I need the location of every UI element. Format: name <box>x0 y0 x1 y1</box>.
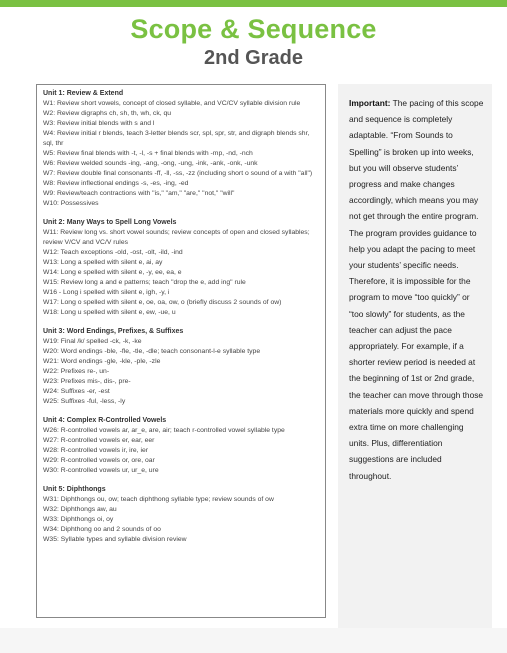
unit-title: Unit 3: Word Endings, Prefixes, & Suffixes <box>43 328 184 335</box>
week-item: W2: Review digraphs ch, sh, th, wh, ck, qu <box>43 110 172 117</box>
pacing-note <box>349 95 484 484</box>
week-item: W16 - Long i spelled with silent e, igh, -y, i <box>43 289 170 296</box>
week-item: W9: Review/teach contractions with "is," "am," "are," "not," "will" <box>43 190 235 197</box>
week-item: W33: Diphthongs oi, oy <box>43 516 114 523</box>
important-label: Important: <box>349 98 391 108</box>
week-item: W10: Possessives <box>43 200 99 207</box>
footer-bar <box>0 628 507 653</box>
unit-title: Unit 4: Complex R-Controlled Vowels <box>43 417 167 424</box>
unit-title: Unit 1: Review & Extend <box>43 90 124 97</box>
week-item: W20: Word endings -ble, -fle, -tle, -dle; teach consonant-l-e syllable type <box>43 348 261 355</box>
week-item: W35: Syllable types and syllable division review <box>43 536 187 543</box>
scope-sequence-box <box>36 84 326 618</box>
week-item: W22: Prefixes re-, un- <box>43 368 110 375</box>
pacing-note-body: The pacing of this scope and sequence is completely adaptable. “From Sounds to Spelling” is broken up into weeks, but you will observe students’ progress and make changes accordingly, which means you may not get through the entire program. The program provides guidance to help you adapt the pacing to meet your students’ specific needs. Therefore, it is impossible for the program to move “too quickly” or “too slowly” for students, as the teacher can adjust the pace appropriately. For example, if a shorter review period is needed at the beginning of 1st or 2nd grade, the teacher can move through those materials more quickly and spend extra time on more challenging units. Plus, differentiation suggestions are included throughout. <box>349 98 484 481</box>
page-subtitle: 2nd Grade <box>204 47 303 69</box>
unit-title: Unit 2: Many Ways to Spell Long Vowels <box>43 219 177 226</box>
week-item: W15: Review long a and e patterns; teach "drop the e, add ing" rule <box>43 279 246 286</box>
page-title: Scope & Sequence <box>130 14 377 44</box>
week-item: W27: R-controlled vowels er, ear, eer <box>43 437 155 444</box>
week-item: W12: Teach exceptions -old, -ost, -olt, -ild, -ind <box>43 249 183 256</box>
week-item: W26: R-controlled vowels ar, ar_e, are, air; teach r-controlled vowel syllable type <box>43 427 285 434</box>
week-item: W28: R-controlled vowels ir, ire, ier <box>43 447 149 454</box>
week-item: W34: Diphthong oo and 2 sounds of oo <box>43 526 161 533</box>
pacing-note-panel <box>338 84 492 628</box>
week-item: W18: Long u spelled with silent e, ew, -ue, u <box>43 309 176 316</box>
top-accent-bar <box>0 0 507 7</box>
week-item: W21: Word endings -gle, -kle, -ple, -zle <box>43 358 161 365</box>
week-item: W6: Review welded sounds -ing, -ang, -ong, -ung, -ink, -ank, -onk, -unk <box>43 160 258 167</box>
week-item: W13: Long a spelled with silent e, ai, ay <box>43 259 163 266</box>
week-item: W11: Review long vs. short vowel sounds; review concepts of open and closed syllables; review V/CV and VC/V rules <box>43 229 310 246</box>
week-item: W31: Diphthongs ou, ow; teach diphthong syllable type; review sounds of ow <box>43 496 274 503</box>
week-item: W24: Suffixes -er, -est <box>43 388 110 395</box>
week-item: W4: Review initial r blends, teach 3-letter blends scr, spl, spr, str, and digraph blends shr, sql, thr <box>43 130 310 147</box>
week-item: W3: Review initial blends with s and l <box>43 120 155 127</box>
unit-2 <box>43 218 319 318</box>
unit-1 <box>43 89 319 209</box>
week-item: W1: Review short vowels, concept of closed syllable, and VC/CV syllable division rule <box>43 100 301 107</box>
unit-5 <box>43 485 319 545</box>
week-item: W32: Diphthongs aw, au <box>43 506 117 513</box>
week-item: W14: Long e spelled with silent e, -y, ee, ea, e <box>43 269 182 276</box>
week-item: W7: Review double final consonants -ff, -ll, -ss, -zz (including short o sound of a with "all") <box>43 170 313 177</box>
week-item: W5: Review final blends with -t, -l, -s + final blends with -mp, -nd, -nch <box>43 150 253 157</box>
week-item: W25: Suffixes -ful, -less, -ly <box>43 398 126 405</box>
week-item: W30: R-controlled vowels ur, ur_e, ure <box>43 467 159 474</box>
week-item: W17: Long o spelled with silent e, oe, oa, ow, o (briefly discuss 2 sounds of ow) <box>43 299 282 306</box>
week-item: W8: Review inflectional endings -s, -es, -ing, -ed <box>43 180 189 187</box>
unit-title: Unit 5: Diphthongs <box>43 486 106 493</box>
week-item: W29: R-controlled vowels or, ore, oar <box>43 457 155 464</box>
unit-3 <box>43 327 319 407</box>
unit-4 <box>43 416 319 476</box>
week-item: W19: Final /k/ spelled -ck, -k, -ke <box>43 338 142 345</box>
week-item: W23: Prefixes mis-, dis-, pre- <box>43 378 131 385</box>
